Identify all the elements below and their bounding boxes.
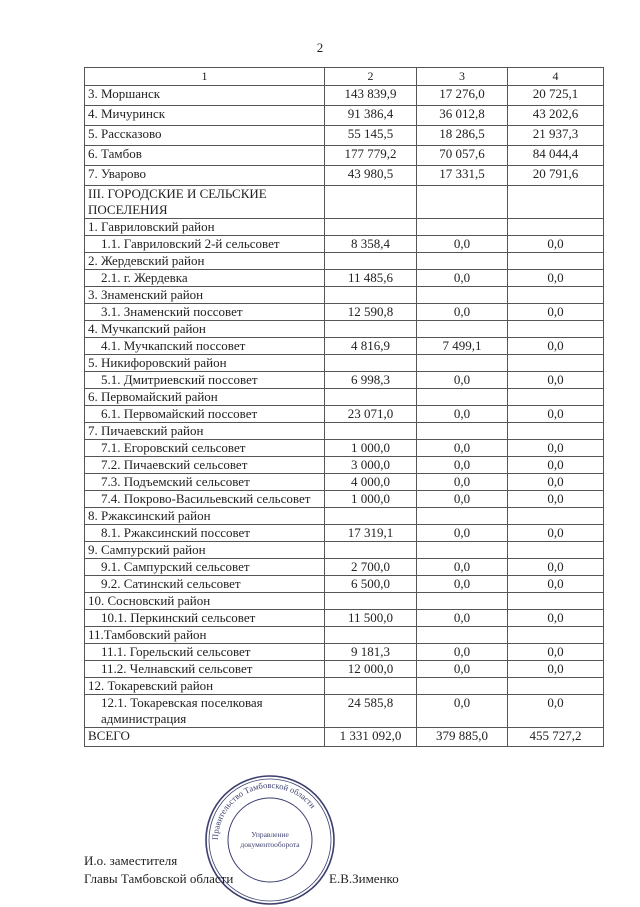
row-value-c4: 0,0 xyxy=(508,491,604,508)
row-value-c4: 0,0 xyxy=(508,525,604,542)
row-name-cell: 9.1. Сампурский сельсовет xyxy=(85,559,325,576)
row-name-cell: 7. Уварово xyxy=(85,166,325,186)
signature-name: Е.В.Зименко xyxy=(329,871,399,886)
row-value-c3: 0,0 xyxy=(417,559,508,576)
total-value-c4: 455 727,2 xyxy=(508,728,604,747)
row-value-c3 xyxy=(417,593,508,610)
row-name-cell: 7.4. Покрово-Васильевский сельсовет xyxy=(85,491,325,508)
row-value-c2 xyxy=(325,186,417,219)
table-row xyxy=(85,525,604,542)
signature-position-line2: Главы Тамбовской области xyxy=(84,871,234,886)
row-value-c4 xyxy=(508,423,604,440)
row-value-c2: 24 585,8 xyxy=(325,695,417,728)
row-value-c2 xyxy=(325,287,417,304)
table-row xyxy=(85,661,604,678)
row-value-c2: 17 319,1 xyxy=(325,525,417,542)
row-value-c4: 0,0 xyxy=(508,644,604,661)
row-value-c2: 91 386,4 xyxy=(325,106,417,126)
row-name-cell: 12.1. Токаревская поселковая администрация xyxy=(85,695,325,728)
row-value-c4: 0,0 xyxy=(508,559,604,576)
row-value-c3: 0,0 xyxy=(417,525,508,542)
row-value-c2: 177 779,2 xyxy=(325,146,417,166)
row-value-c4 xyxy=(508,542,604,559)
table-row xyxy=(85,126,604,146)
row-value-c4 xyxy=(508,287,604,304)
row-value-c3 xyxy=(417,627,508,644)
row-value-c2 xyxy=(325,219,417,236)
row-value-c3 xyxy=(417,508,508,525)
signature-position-line1: И.о. заместителя xyxy=(84,853,178,868)
table-row xyxy=(85,610,604,627)
row-value-c3: 0,0 xyxy=(417,236,508,253)
row-value-c2 xyxy=(325,321,417,338)
table-row xyxy=(85,440,604,457)
row-value-c2: 9 181,3 xyxy=(325,644,417,661)
table-row xyxy=(85,644,604,661)
total-label: ВСЕГО xyxy=(85,728,325,747)
row-value-c3: 18 286,5 xyxy=(417,126,508,146)
table-row xyxy=(85,86,604,106)
row-value-c2 xyxy=(325,627,417,644)
row-name-cell: 4. Мучкапский район xyxy=(85,321,325,338)
table-row xyxy=(85,576,604,593)
row-name-cell: 11.2. Челнавский сельсовет xyxy=(85,661,325,678)
row-value-c4 xyxy=(508,593,604,610)
header-cell-2: 2 xyxy=(325,68,417,86)
row-value-c4: 0,0 xyxy=(508,406,604,423)
row-value-c2: 8 358,4 xyxy=(325,236,417,253)
row-name-cell: 4. Мичуринск xyxy=(85,106,325,126)
row-value-c3 xyxy=(417,287,508,304)
table-row xyxy=(85,372,604,389)
row-value-c2 xyxy=(325,389,417,406)
row-value-c2: 6 998,3 xyxy=(325,372,417,389)
row-name-cell: III. ГОРОДСКИЕ И СЕЛЬСКИЕ ПОСЕЛЕНИЯ xyxy=(85,186,325,219)
row-value-c3: 7 499,1 xyxy=(417,338,508,355)
row-value-c4: 0,0 xyxy=(508,270,604,287)
total-row xyxy=(85,728,604,747)
row-value-c2: 12 590,8 xyxy=(325,304,417,321)
table-row xyxy=(85,321,604,338)
row-name-cell: 9. Сампурский район xyxy=(85,542,325,559)
row-value-c4: 0,0 xyxy=(508,661,604,678)
row-name-cell: 12. Токаревский район xyxy=(85,678,325,695)
row-value-c4 xyxy=(508,321,604,338)
row-value-c3 xyxy=(417,321,508,338)
table-row xyxy=(85,106,604,126)
budget-table xyxy=(84,67,604,747)
table-row xyxy=(85,508,604,525)
row-name-cell: 3. Знаменский район xyxy=(85,287,325,304)
row-value-c2 xyxy=(325,508,417,525)
page-number: 2 xyxy=(316,40,324,55)
row-value-c3 xyxy=(417,186,508,219)
row-value-c4 xyxy=(508,219,604,236)
row-name-cell: 10. Сосновский район xyxy=(85,593,325,610)
table-row xyxy=(85,678,604,695)
row-value-c3: 0,0 xyxy=(417,304,508,321)
row-value-c2: 3 000,0 xyxy=(325,457,417,474)
row-value-c2: 11 485,6 xyxy=(325,270,417,287)
stamp-center-line1: Управление xyxy=(251,830,289,839)
row-value-c3: 0,0 xyxy=(417,457,508,474)
row-value-c4: 21 937,3 xyxy=(508,126,604,146)
row-value-c3: 17 331,5 xyxy=(417,166,508,186)
row-name-cell: 5. Никифоровский район xyxy=(85,355,325,372)
row-value-c2: 6 500,0 xyxy=(325,576,417,593)
row-value-c3: 0,0 xyxy=(417,474,508,491)
row-value-c4: 84 044,4 xyxy=(508,146,604,166)
row-value-c4: 0,0 xyxy=(508,304,604,321)
row-value-c3: 0,0 xyxy=(417,644,508,661)
row-value-c2 xyxy=(325,423,417,440)
row-name-cell: 6. Первомайский район xyxy=(85,389,325,406)
table-row xyxy=(85,338,604,355)
row-value-c3 xyxy=(417,542,508,559)
row-value-c4 xyxy=(508,678,604,695)
row-value-c4: 0,0 xyxy=(508,236,604,253)
row-value-c3 xyxy=(417,389,508,406)
header-cell-3: 3 xyxy=(417,68,508,86)
table-row xyxy=(85,219,604,236)
row-name-cell: 3. Моршанск xyxy=(85,86,325,106)
row-value-c3: 17 276,0 xyxy=(417,86,508,106)
row-value-c4 xyxy=(508,186,604,219)
row-value-c2 xyxy=(325,253,417,270)
row-value-c2: 1 000,0 xyxy=(325,440,417,457)
row-name-cell: 7.2. Пичаевский сельсовет xyxy=(85,457,325,474)
row-value-c3: 0,0 xyxy=(417,270,508,287)
row-name-cell: 7. Пичаевский район xyxy=(85,423,325,440)
signature-block xyxy=(84,852,233,888)
row-name-cell: 1.1. Гавриловский 2-й сельсовет xyxy=(85,236,325,253)
table-row xyxy=(85,270,604,287)
row-value-c2: 4 816,9 xyxy=(325,338,417,355)
row-name-cell: 1. Гавриловский район xyxy=(85,219,325,236)
row-value-c4 xyxy=(508,627,604,644)
row-value-c2: 55 145,5 xyxy=(325,126,417,146)
row-value-c3 xyxy=(417,253,508,270)
row-value-c4: 0,0 xyxy=(508,457,604,474)
row-value-c2: 23 071,0 xyxy=(325,406,417,423)
table-row xyxy=(85,186,604,219)
row-value-c4 xyxy=(508,355,604,372)
table-row xyxy=(85,559,604,576)
row-value-c2 xyxy=(325,678,417,695)
row-value-c4: 0,0 xyxy=(508,338,604,355)
table-row xyxy=(85,406,604,423)
row-value-c4: 0,0 xyxy=(508,610,604,627)
row-value-c3: 70 057,6 xyxy=(417,146,508,166)
table-row xyxy=(85,695,604,728)
row-value-c2: 11 500,0 xyxy=(325,610,417,627)
table-row xyxy=(85,491,604,508)
row-value-c4: 0,0 xyxy=(508,372,604,389)
row-name-cell: 6.1. Первомайский поссовет xyxy=(85,406,325,423)
row-value-c3 xyxy=(417,219,508,236)
header-cell-1: 1 xyxy=(85,68,325,86)
row-value-c2: 2 700,0 xyxy=(325,559,417,576)
row-name-cell: 2. Жердевский район xyxy=(85,253,325,270)
row-value-c2: 4 000,0 xyxy=(325,474,417,491)
row-name-cell: 11.Тамбовский район xyxy=(85,627,325,644)
total-value-c2: 1 331 092,0 xyxy=(325,728,417,747)
row-name-cell: 2.1. г. Жердевка xyxy=(85,270,325,287)
row-value-c3: 0,0 xyxy=(417,695,508,728)
row-name-cell: 5.1. Дмитриевский поссовет xyxy=(85,372,325,389)
table-row xyxy=(85,287,604,304)
row-value-c3: 0,0 xyxy=(417,372,508,389)
budget-table-body xyxy=(85,68,604,747)
row-value-c4: 0,0 xyxy=(508,474,604,491)
row-value-c2: 12 000,0 xyxy=(325,661,417,678)
row-value-c3 xyxy=(417,423,508,440)
row-name-cell: 8.1. Ржаксинский поссовет xyxy=(85,525,325,542)
row-value-c3: 0,0 xyxy=(417,576,508,593)
row-name-cell: 7.3. Подъемский сельсовет xyxy=(85,474,325,491)
table-row xyxy=(85,146,604,166)
row-value-c4: 0,0 xyxy=(508,576,604,593)
table-row xyxy=(85,389,604,406)
row-value-c4: 43 202,6 xyxy=(508,106,604,126)
row-value-c2: 43 980,5 xyxy=(325,166,417,186)
total-value-c3: 379 885,0 xyxy=(417,728,508,747)
table-row xyxy=(85,236,604,253)
table-row xyxy=(85,423,604,440)
row-value-c2 xyxy=(325,355,417,372)
table-row xyxy=(85,253,604,270)
row-value-c4 xyxy=(508,253,604,270)
table-row xyxy=(85,474,604,491)
row-name-cell: 7.1. Егоровский сельсовет xyxy=(85,440,325,457)
row-value-c3: 0,0 xyxy=(417,610,508,627)
table-row xyxy=(85,355,604,372)
row-value-c2 xyxy=(325,593,417,610)
row-value-c3 xyxy=(417,355,508,372)
row-value-c2: 1 000,0 xyxy=(325,491,417,508)
table-row xyxy=(85,542,604,559)
table-row xyxy=(85,627,604,644)
table-row xyxy=(85,166,604,186)
table-row xyxy=(85,304,604,321)
stamp-center-line2: документооборота xyxy=(240,840,300,849)
table-row xyxy=(85,457,604,474)
row-name-cell: 6. Тамбов xyxy=(85,146,325,166)
row-value-c3: 0,0 xyxy=(417,661,508,678)
row-value-c4 xyxy=(508,389,604,406)
stamp-outer-text: Правительство Тамбовской области xyxy=(209,779,318,841)
row-name-cell: 10.1. Перкинский сельсовет xyxy=(85,610,325,627)
row-value-c2 xyxy=(325,542,417,559)
row-value-c4: 0,0 xyxy=(508,695,604,728)
row-value-c3: 0,0 xyxy=(417,491,508,508)
row-value-c3: 36 012,8 xyxy=(417,106,508,126)
row-name-cell: 5. Рассказово xyxy=(85,126,325,146)
row-value-c3: 0,0 xyxy=(417,406,508,423)
row-name-cell: 9.2. Сатинский сельсовет xyxy=(85,576,325,593)
row-value-c4 xyxy=(508,508,604,525)
row-name-cell: 3.1. Знаменский поссовет xyxy=(85,304,325,321)
row-value-c4: 20 725,1 xyxy=(508,86,604,106)
row-name-cell: 4.1. Мучкапский поссовет xyxy=(85,338,325,355)
row-value-c4: 0,0 xyxy=(508,440,604,457)
table-row xyxy=(85,593,604,610)
row-value-c3: 0,0 xyxy=(417,440,508,457)
table-header-row xyxy=(85,68,604,86)
row-value-c2: 143 839,9 xyxy=(325,86,417,106)
row-name-cell: 8. Ржаксинский район xyxy=(85,508,325,525)
header-cell-4: 4 xyxy=(508,68,604,86)
row-value-c4: 20 791,6 xyxy=(508,166,604,186)
row-name-cell: 11.1. Горельский сельсовет xyxy=(85,644,325,661)
row-value-c3 xyxy=(417,678,508,695)
